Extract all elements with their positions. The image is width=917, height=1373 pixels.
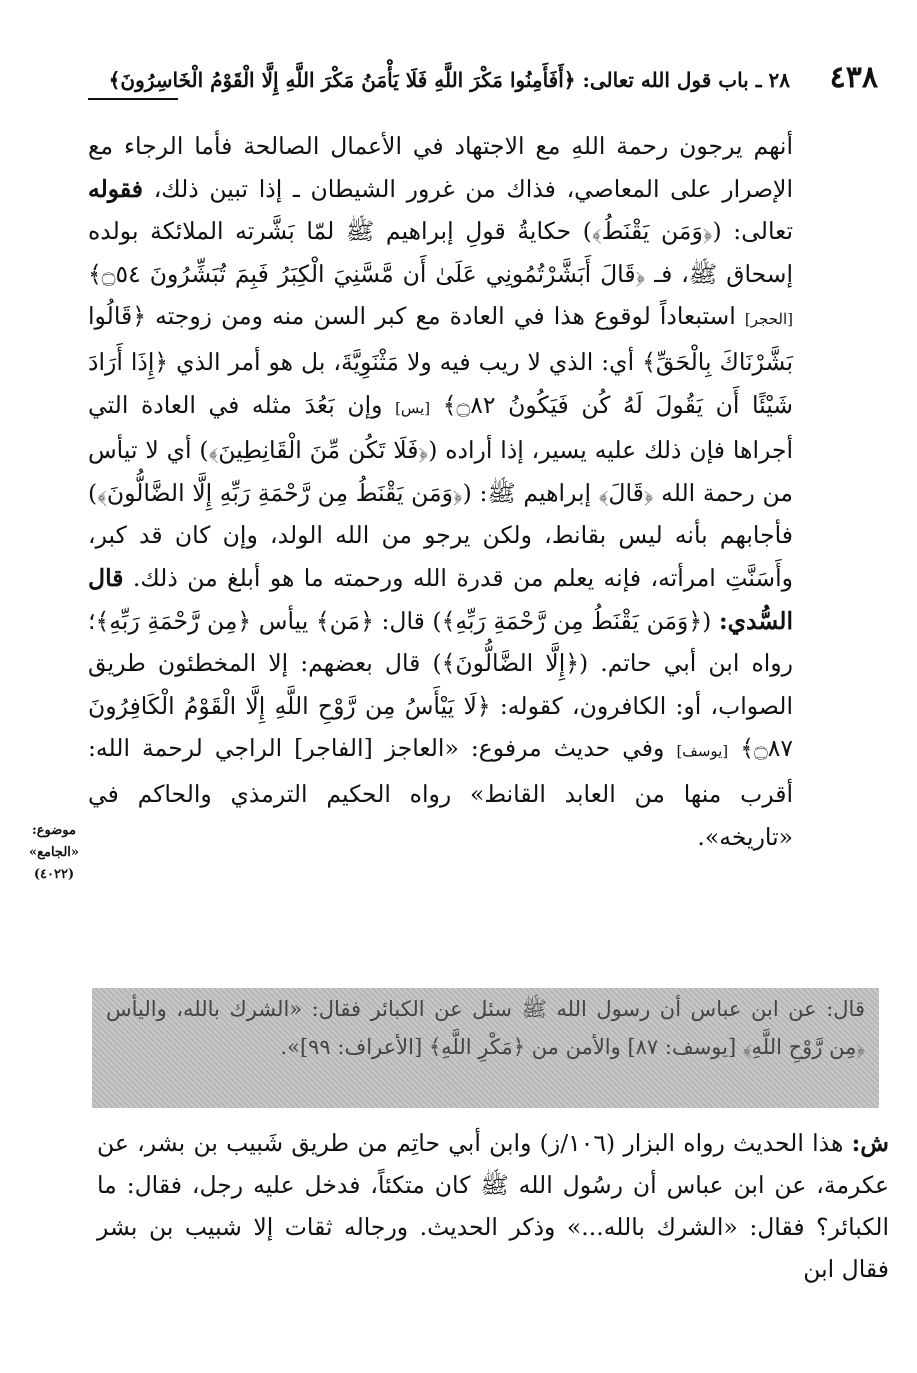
commentary-text: هذا الحديث رواه البزار (١٠٦/ز) وابن أبي حاتِم من طريق شَبيب بن بشر، عن عكرمة، عن ابن عباس أن رسُول الله ﷺ كان متكئاً، فدخل عليه رجل، فقال: ما الكبائر؟ فقال: «الشرك بالله...» وذكر الحديث. ورجاله ثقات إلا شبيب بن بشر فقال ابن — [97, 1129, 889, 1283]
commentary-paragraph — [97, 1122, 889, 1290]
main-text — [88, 125, 793, 858]
main-paragraph — [88, 125, 793, 858]
margin-note-line: «الجامع» — [28, 845, 80, 860]
surah-reference: [الحجر] — [744, 310, 793, 329]
commentary-label: ش: — [851, 1129, 889, 1157]
margin-note-line: موضوع: — [32, 823, 76, 838]
text-segment: (﴿وَمَن يَقْنَطُ مِن رَّحْمَةِ رَبِّهِ﴾) قال: ﴿مَن﴾ ييأس ﴿مِن رَّحْمَةِ رَبِّهِ﴾؛ رواه ابن أبي حاتم. (﴿إِلَّا الضَّالُّونَ﴾) قال بعضهم: إلا المخطئون طريق الصواب، أو: الكافرون، كقوله: ﴿لَا يَيْأَسُ مِن رَّوْحِ اللَّهِ إِلَّا الْقَوْمُ الْكَافِرُونَ ۝٨٧﴾ — [88, 606, 793, 763]
text-segment: أنهم يرجون رحمة اللهِ مع الاجتهاد في الأعمال الصالحة فأما الرجاء مع الإصرار على المعاصي، فذاك من غرور الشيطان ـ إذا تبين ذلك، — [88, 132, 793, 203]
text-segment: وفي حديث مرفوع: «العاجز [الفاجر] الراجي لرحمة الله: أقرب منها من العابد القانط» رواه الحكيم الترمذي والحاكم في «تاريخه». — [88, 734, 793, 851]
surah-reference: [يوسف] — [676, 742, 729, 761]
text-segment: وإن بَعُدَ مثله في العادة التي أجراها فإن ذلك عليه يسير، إذا أراده (﴿فَلَا تَكُن مِّنَ الْقَانِطِينَ﴾) أي لا تيأس من رحمة الله ﴿قَالَ﴾ إبراهيم ﷺ: (﴿وَمَن يَقْنَطُ مِن رَّحْمَةِ رَبِّهِ إِلَّا الضَّالُّونَ﴾) فأجابهم بأنه ليس بقانط، ولكن يرجو من الله الولد، وإن كان قد كبر، وأَسَنَّتِ امرأته، فإنه يعلم من قدرة الله ورحمته ما هو أبلغ من ذلك. — [88, 390, 793, 592]
bold-keyword: قال السُّدي: — [88, 563, 793, 635]
text-segment: تعالى: (﴿وَمَن يَقْنَطُ﴾) حكايةُ قولِ إبراهيم ﷺ لمّا بَشَّرته الملائكة بولده إسحاق ﷺ، فـ ﴿قَالَ أَبَشَّرْتُمُونِي عَلَىٰ أَن مَّسَّنِيَ الْكِبَرُ فَبِمَ تُبَشِّرُونَ ۝٥٤﴾ — [88, 217, 793, 288]
commentary — [97, 1122, 889, 1290]
running-title: ٢٨ ـ باب قول الله تعالى: ﴿أَفَأَمِنُوا مَكْرَ اللَّهِ فَلَا يَأْمَنُ مَكْرَ اللَّهِ إِلَّا الْقَوْمُ الْخَاسِرُونَ﴾ — [108, 68, 790, 92]
page-header — [88, 60, 878, 108]
surah-reference: [يس] — [395, 398, 431, 417]
header-rule — [88, 98, 178, 100]
hadith-box — [92, 988, 879, 1108]
hadith-text: قال: عن ابن عباس أن رسول الله ﷺ سئل عن الكبائر فقال: «الشرك بالله، واليأس ﴿مِن رَّوْحِ اللَّهِ﴾ [يوسف: ٨٧] والأمن من ﴿مَكْرِ اللَّهِ﴾ [الأعراف: ٩٩]». — [106, 997, 865, 1059]
page-number: ٤٣٨ — [829, 60, 878, 95]
margin-note-line: (٤٠٢٢) — [33, 867, 75, 882]
margin-note — [22, 820, 86, 886]
text-segment: استبعاداً لوقوع هذا في العادة مع كبر السن منه ومن زوجته ﴿قَالُوا بَشَّرْنَاكَ بِالْحَقِّ﴾ أي: الذي لا ريب فيه ولا مَثْنَوِيَّةَ، بل هو أمر الذي ﴿إِذَا أَرَادَ شَيْئًا أَن يَقُولَ لَهُ كُن فَيَكُونُ ۝٨٢﴾ — [88, 302, 793, 419]
bold-keyword: فقوله — [88, 174, 144, 203]
